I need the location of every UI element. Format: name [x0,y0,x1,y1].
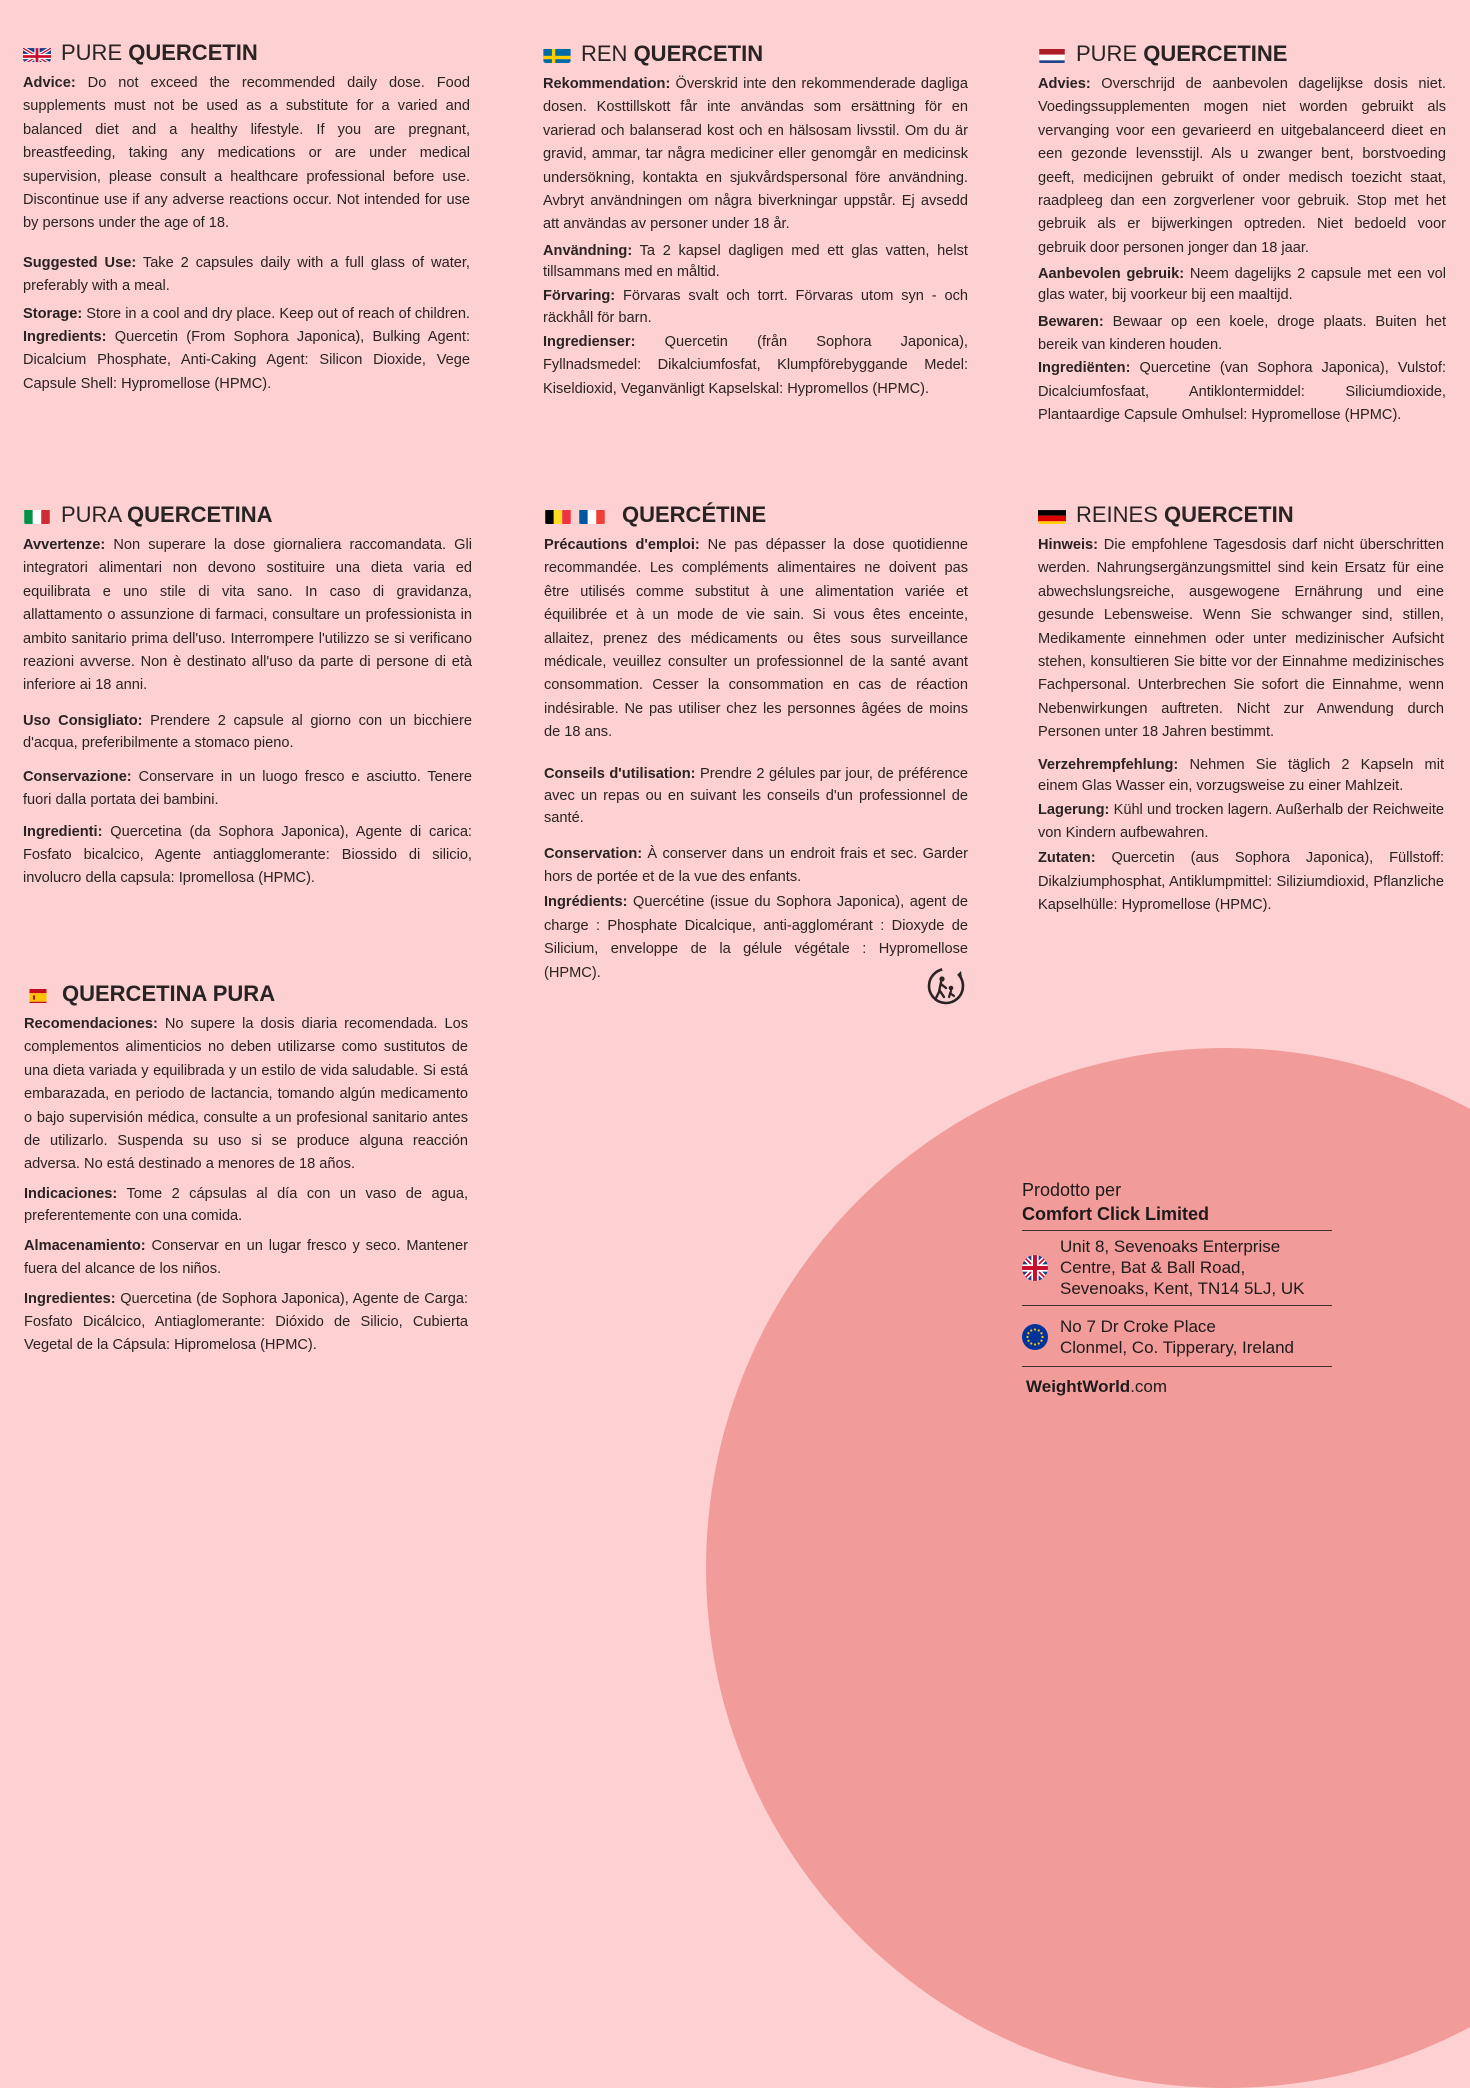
advice-paragraph: Advies: Overschrijd de aanbevolen dagelijkse dosis niet. Voedingssupplementen mogen niet worden gebruikt als vervanging voor een gevarieerd en uitgebalanceerd dieet en een gezonde levensstijl. Als u zwanger bent, borstvoeding geeft, medicijnen gebruikt of onder medisch toezicht staat, raadpleeg dan een zorgverlener voor gebruik. Stop met het gebruik als er bijwerkingen optreden. Niet bedoeld voor gebruik door personen jonger dan 18 jaar. [1038,76,1446,256]
address-line: No 7 Dr Croke Place [1060,1317,1216,1336]
advice-paragraph: Rekommendation: Överskrid inte den rekommenderade dagliga dosen. Kosttillskott får inte användas som ersättning för en varierad och balanserad kost och en hälsosam livsstil. Om du är gravid, ammar, tar några mediciner eller genomgår en medicinsk undersökning, kontakta en sjukvårdspersonal före användning. Avbryt användningen om några biverkningar uppstår. Ej avsedd att användas av personer under 18 år. [543,76,968,233]
ingredients-paragraph: Ingrediënten: Quercetine (van Sophora Japonica), Vulstof: Dicalciumfosfaat, Antiklontermiddel: Siliciumdioxide, Plantaardige Capsule Omhulsel: Hypromellose (HPMC). [1038,360,1446,424]
section-english [23,40,470,396]
belgium-flag-icon [544,507,572,524]
heading-bold: QUERCETIN [1164,502,1294,527]
section-italian [23,502,472,891]
heading-light: REN [581,41,634,66]
heading-bold: QUERCETINA PURA [62,981,276,1006]
sweden-flag-icon [543,46,571,63]
section-german [1038,502,1444,918]
usage-paragraph: Verzehrempfehlung: Nehmen Sie täglich 2 Kapseln mit einem Glas Wasser ein, vorzugsweise zu einer Mahlzeit. [1038,756,1444,794]
address-line: Centre, Bat & Ball Road, [1060,1258,1246,1277]
france-flag-icon [578,507,606,524]
ingredients-paragraph: Ingredients: Quercetin (From Sophora Japonica), Bulking Agent: Dicalcium Phosphate, Anti-Caking Agent: Silicon Dioxide, Vege Capsule Shell: Hypromellose (HPMC). [23,329,470,392]
advice-paragraph: Précautions d'emploi: Ne pas dépasser la dose quotidienne recommandée. Les compléments alimentaires ne doivent pas être utilisés comme substitut à une alimentation variée et équilibrée et à un mode de vie sain. Si vous êtes enceinte, allaitez, prenez des médicaments ou êtes sous surveillance médicale, veuillez consulter un professionnel de la santé avant consommation. Cesser la consommation en cas de réaction indésirable. Ne pas utiliser chez les personnes âgées de moins de 18 ans. [544,537,968,741]
section-heading [544,502,968,528]
heading-light: PURE [1076,41,1144,66]
address-line: Sevenoaks, Kent, TN14 5LJ, UK [1060,1279,1305,1298]
heading-light: PURA [61,502,128,527]
section-dutch [1038,41,1446,427]
section-french [544,502,968,985]
usage-paragraph: Användning: Ta 2 kapsel dagligen med ett glas vatten, helst tillsammans med en måltid. [543,242,968,280]
section-heading [23,502,472,528]
storage-paragraph: Storage: Store in a cool and dry place. Keep out of reach of children. [23,305,470,322]
section-heading [543,41,968,67]
uk-flag-icon [23,45,51,62]
manufacturer-address [1022,1178,1332,1397]
section-heading [1038,41,1446,67]
netherlands-flag-icon [1038,46,1066,63]
section-heading [1038,502,1444,528]
heading-bold: QUERCETINE [1143,41,1288,66]
heading-bold: QUERCETIN [633,41,764,66]
ingredients-paragraph: Ingredienti: Quercetina (da Sophora Japonica), Agente di carica: Fosfato bicalcico, Agente antiagglomerante: Biossido di silicio, involucro della capsula: Ipromellosa (HPMC). [23,823,472,887]
usage-paragraph: Conseils d'utilisation: Prendre 2 gélules par jour, de préférence avec un repas ou en suivant les conseils d'un professionnel de santé. [544,765,969,826]
storage-paragraph: Bewaren: Bewaar op een koele, droge plaats. Buiten het bereik van kinderen houden. [1038,314,1446,354]
usage-paragraph: Uso Consigliato: Prendere 2 capsule al giorno con un bicchiere d'acqua, preferibilmente a stomaco pieno. [23,712,472,751]
heading-bold: QUERCETINA [127,502,273,527]
triman-recycling-icon [926,966,966,1006]
address-line: Clonmel, Co. Tipperary, Ireland [1060,1338,1295,1357]
storage-paragraph: Lagerung: Kühl und trocken lagern. Außerhalb der Reichweite von Kindern aufbewahren. [1038,801,1444,842]
ingredients-paragraph: Zutaten: Quercetin (aus Sophora Japonica), Füllstoff: Dikalziumphosphat, Antiklumpmittel: Siliziumdioxid, Pflanzliche Kapselhülle: Hypromellose (HPMC). [1038,850,1444,914]
advice-paragraph: Advice: Do not exceed the recommended daily dose. Food supplements must not be used as a substitute for a varied and balanced diet and a healthy lifestyle. If you are pregnant, breastfeeding, taking any medications or are under medical supervision, please consult a healthcare professional before use. Discontinue use if any adverse reactions occur. Not intended for use by persons under the age of 18. [23,75,470,232]
storage-paragraph: Conservazione: Conservare in un luogo fresco e asciutto. Tenere fuori dalla portata dei bambini. [23,768,472,809]
ingredients-paragraph: Ingrédients: Quercétine (issue du Sophora Japonica), agent de charge : Phosphate Dicalcique, anti-agglomérant : Dioxyde de Silicium, enveloppe de la gélule végétale : Hypromellose (HPMC). [544,894,968,981]
uk-flag-icon [1022,1255,1048,1281]
advice-paragraph: Recomendaciones: No supere la dosis diaria recomendada. Los complementos alimenticios no deben utilizarse como sustitutos de una dieta variada y equilibrada y un estilo de vida saludable. Si está embarazada, en periodo de lactancia, tomando algún medicamento o bajo supervisión médica, consulte a un profesional sanitario antes de utilizarlo. Suspenda su uso si se produce alguna reacción adversa. No está destinado a menores de 18 años. [24,1016,468,1173]
eu-address [1022,1305,1332,1366]
storage-paragraph: Förvaring: Förvaras svalt och torrt. Förvaras utom syn - och räckhåll för barn. [543,287,968,326]
company-name: Comfort Click Limited [1022,1204,1210,1224]
usage-paragraph: Indicaciones: Tome 2 cápsulas al día con un vaso de agua, preferentemente con una comida. [24,1185,468,1224]
heading-light: REINES [1076,502,1165,527]
advice-paragraph: Avvertenze: Non superare la dose giornaliera raccomandata. Gli integratori alimentari non devono sostituire una dieta varia ed equilibrata e uno stile di vita sano. In caso di gravidanza, allattamento o assunzione di farmaci, consultare un professionista in ambito sanitario prima dell'uso. Interrompere l'utilizzo se si verificano reazioni avverse. Non è destinato all'uso da parte di persone di età inferiore ai 18 anni. [23,537,472,694]
address-line: Unit 8, Sevenoaks Enterprise [1060,1237,1281,1256]
storage-paragraph: Conservation: À conserver dans un endroit frais et sec. Garder hors de portée et de la vue des enfants. [544,845,968,886]
usage-paragraph: Suggested Use: Take 2 capsules daily with a full glass of water, preferably with a meal. [23,254,470,295]
ingredients-paragraph: Ingredienser: Quercetin (från Sophora Japonica), Fyllnadsmedel: Dikalciumfosfat, Klumpförebyggande Medel: Kiseldioxid, Veganvänligt Kapselskal: Hypromellos (HPMC). [543,333,968,397]
usage-paragraph: Aanbevolen gebruik: Neem dagelijks 2 capsule met een vol glas water, bij voorkeur bij een maaltijd. [1038,266,1446,304]
advice-paragraph: Hinweis: Die empfohlene Tagesdosis darf nicht überschritten werden. Nahrungsergänzungsmittel sind kein Ersatz für eine abwechslungsreiche, ausgewogene Ernährung und eine gesunde Lebensweise. Wenn Sie schwanger sind, stillen, Medikamente einnehmen oder unter medizinischer Aufsicht stehen, konsultieren Sie bitte vor der Einnahme medizinisches Fachpersonal. Unterbrechen Sie sofort die Einnahme, wenn Nebenwirkungen auftreten. Nicht zur Anwendung durch Personen unter 18 Jahren bestimmt. [1038,537,1444,741]
heading-bold: QUERCÉTINE [622,502,767,527]
section-swedish [543,41,968,401]
website-link[interactable]: WeightWorld.com [1026,1377,1168,1396]
uk-address [1022,1230,1332,1305]
produced-by-label: Prodotto per [1022,1180,1122,1200]
italy-flag-icon [23,507,51,524]
heading-bold: QUERCETIN [128,40,258,65]
section-heading [24,981,468,1007]
section-spanish [24,981,468,1358]
section-heading [23,40,470,66]
eu-flag-icon [1022,1324,1048,1350]
germany-flag-icon [1038,507,1066,524]
storage-paragraph: Almacenamiento: Conservar en un lugar fresco y seco. Mantener fuera del alcance de los niños. [24,1237,468,1278]
heading-light: PURE [61,40,129,65]
spain-flag-icon [24,986,52,1003]
ingredients-paragraph: Ingredientes: Quercetina (de Sophora Japonica), Agente de Carga: Fosfato Dicálcico, Antiaglomerante: Dióxido de Silicio, Cubierta Vegetal de la Cápsula: Hipromelosa (HPMC). [24,1290,468,1354]
